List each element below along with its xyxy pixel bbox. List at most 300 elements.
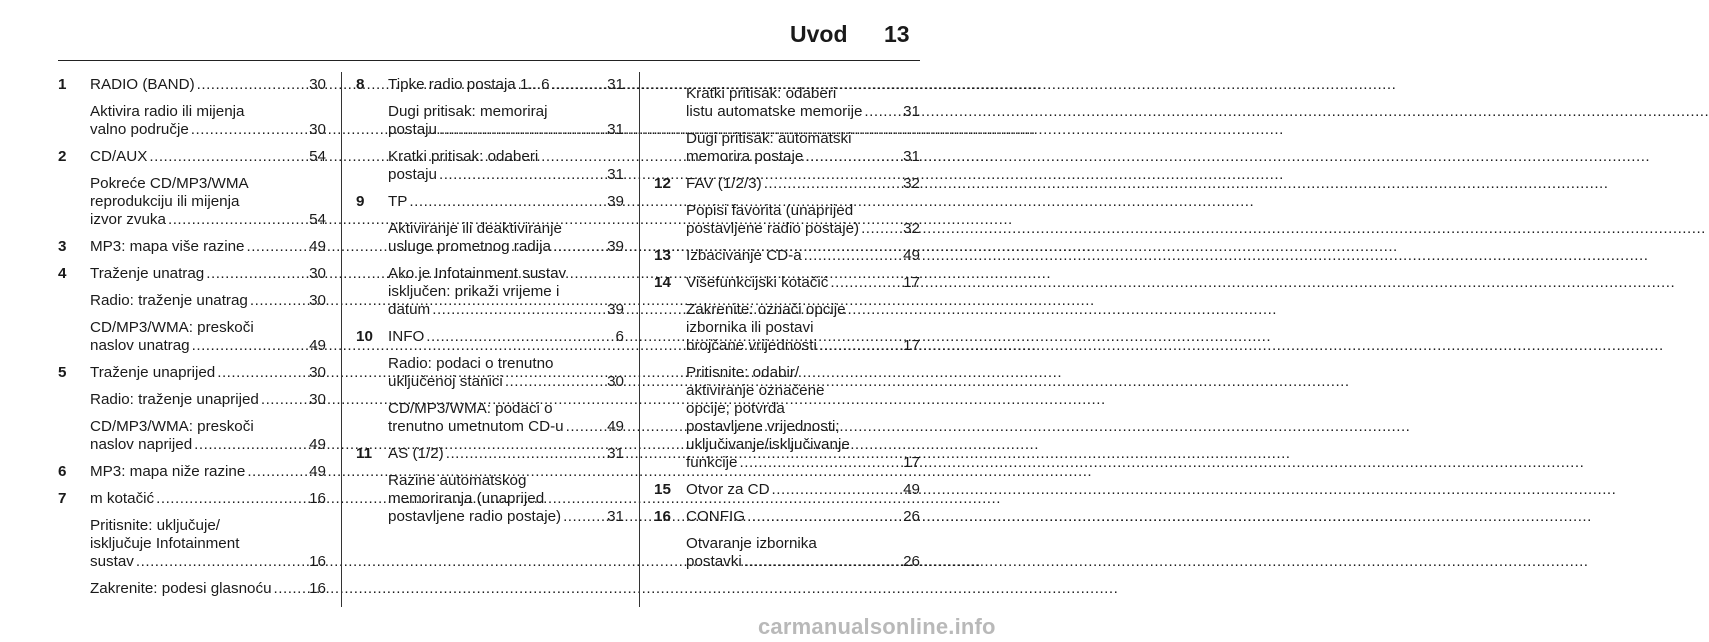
dot-leader [772, 481, 902, 499]
entry-label: Ako je Infotainment sustav [388, 265, 567, 282]
entry-page-ref[interactable]: 49 [607, 418, 624, 435]
entry-label: CD/AUX [90, 148, 148, 165]
index-entry [654, 274, 920, 292]
entry-text [686, 481, 920, 499]
entry-page-ref[interactable]: 31 [607, 166, 624, 183]
entry-page-ref[interactable]: 30 [309, 292, 326, 309]
dot-leader [830, 274, 901, 292]
entry-page-ref[interactable]: 17 [903, 337, 920, 354]
entry-number: 7 [58, 490, 67, 507]
entry-page-ref[interactable]: 49 [309, 436, 326, 453]
entry-line [686, 553, 920, 571]
entry-label: Pritisnite: odabir/ [686, 364, 800, 381]
entry-label: postavljene radio postaje) [686, 220, 860, 237]
entry-text [388, 472, 624, 526]
index-entry [58, 292, 326, 310]
entry-number: 10 [356, 328, 373, 345]
entry-page-ref[interactable]: 31 [607, 445, 624, 462]
entry-line [90, 175, 326, 193]
entry-line [388, 328, 624, 346]
entry-label: Traženje unaprijed [90, 364, 216, 381]
entry-label: sustav [90, 553, 134, 570]
watermark: carmanualsonline.info [758, 614, 996, 639]
entry-text [686, 175, 920, 193]
entry-line [686, 301, 920, 319]
index-entry [356, 76, 624, 94]
column-divider-2 [639, 72, 640, 607]
dot-leader [552, 76, 606, 94]
entry-number: 16 [654, 508, 671, 525]
dot-leader [439, 121, 605, 139]
entry-line [686, 319, 920, 337]
column-2 [356, 76, 624, 526]
entry-label: m kotačić [90, 490, 155, 507]
entry-label: isključen: prikaži vrijeme i [388, 283, 560, 300]
entry-text [90, 580, 326, 598]
entry-label: Kratki pritisak: odaberi [388, 148, 539, 165]
entry-page-ref[interactable]: 26 [903, 508, 920, 525]
index-entry [654, 535, 920, 571]
entry-label: Višefunkcijski kotačić [686, 274, 829, 291]
index-entry [58, 418, 326, 454]
entry-label: izvor zvuka [90, 211, 166, 228]
entry-line [686, 382, 920, 400]
index-entry [58, 490, 326, 508]
dot-leader [261, 391, 307, 409]
entry-line [90, 319, 326, 337]
entry-line [686, 247, 920, 265]
entry-label: MP3: mapa više razine [90, 238, 245, 255]
entry-label: Pritisnite: uključuje/ [90, 517, 220, 534]
entry-number: 15 [654, 481, 671, 498]
entry-page-ref[interactable]: 16 [309, 553, 326, 570]
entry-line [388, 166, 624, 184]
entry-page-ref[interactable]: 30 [309, 265, 326, 282]
entry-text [686, 247, 920, 265]
entry-label: listu automatske memorije [686, 103, 863, 120]
index-entry [654, 175, 920, 193]
entry-label: izbornika ili postavi [686, 319, 814, 336]
entry-label: funkcije [686, 454, 738, 471]
entry-label: AS (1/2) [388, 445, 444, 462]
entry-line [90, 463, 326, 481]
dot-leader [747, 508, 901, 526]
entry-text [90, 265, 326, 283]
column-divider-1 [341, 72, 342, 607]
entry-line [90, 517, 326, 535]
entry-text [686, 508, 920, 526]
entry-page-ref[interactable]: 49 [309, 463, 326, 480]
entry-page-ref[interactable]: 30 [607, 373, 624, 390]
entry-text [388, 328, 624, 346]
index-entry [654, 364, 920, 472]
dot-leader [247, 463, 307, 481]
entry-line [686, 454, 920, 472]
entry-label: reprodukciju ili mijenja [90, 193, 240, 210]
entry-number: 2 [58, 148, 67, 165]
entry-line [686, 220, 920, 238]
entry-line [90, 391, 326, 409]
entry-text [388, 193, 624, 211]
entry-page-ref[interactable]: 30 [309, 364, 326, 381]
index-entry [654, 85, 920, 121]
entry-label: Kratki pritisak: odaberi [686, 85, 837, 102]
entry-line [686, 436, 920, 454]
entry-label: postavljene vrijednosti; [686, 418, 840, 435]
entry-line [686, 175, 920, 193]
entry-text [388, 76, 624, 94]
entry-text [388, 355, 624, 391]
entry-label: RADIO (BAND) [90, 76, 195, 93]
column-1 [58, 76, 326, 598]
entry-line [388, 121, 624, 139]
dot-leader [764, 175, 901, 193]
entry-label: postaju [388, 166, 437, 183]
entry-label: isključuje Infotainment [90, 535, 240, 552]
entry-number: 5 [58, 364, 67, 381]
dot-leader [861, 220, 901, 238]
entry-label: aktiviranje označene [686, 382, 825, 399]
entry-label: Aktiviranje ili deaktiviranje [388, 220, 562, 237]
entry-text [686, 301, 920, 355]
entry-line [686, 202, 920, 220]
entry-line [90, 436, 326, 454]
entry-text [90, 364, 326, 382]
dot-leader [197, 76, 307, 94]
entry-text [388, 103, 624, 139]
entry-line [686, 274, 920, 292]
entry-page-ref[interactable]: 31 [607, 508, 624, 525]
index-entry [58, 580, 326, 598]
column-3 [654, 76, 920, 571]
dot-leader [804, 247, 901, 265]
entry-line [90, 337, 326, 355]
entry-number: 1 [58, 76, 67, 93]
entry-text [388, 265, 624, 319]
entry-label: naslov naprijed [90, 436, 193, 453]
index-entry [58, 265, 326, 283]
entry-line [90, 76, 326, 94]
entry-label: TP [388, 193, 408, 210]
dot-leader [432, 301, 605, 319]
entry-text [686, 274, 920, 292]
entry-line [686, 481, 920, 499]
entry-line [90, 121, 326, 139]
entry-number: 6 [58, 463, 67, 480]
entry-page-ref[interactable]: 31 [607, 121, 624, 138]
entry-line [90, 292, 326, 310]
entry-line [388, 238, 624, 256]
entry-number: 11 [356, 445, 373, 462]
dot-leader [426, 328, 613, 346]
index-entry [356, 103, 624, 139]
entry-page-ref[interactable]: 30 [309, 121, 326, 138]
entry-label: FAV (1/2/3) [686, 175, 762, 192]
entry-line [90, 265, 326, 283]
entry-line [90, 148, 326, 166]
entry-text [90, 76, 326, 94]
entry-text [388, 445, 624, 463]
index-entry [356, 220, 624, 256]
entry-line [388, 148, 624, 166]
entry-label: Traženje unatrag [90, 265, 205, 282]
entry-label: Izbacivanje CD-a [686, 247, 802, 264]
entry-label: postavki [686, 553, 742, 570]
header-rule [58, 60, 920, 61]
entry-line [388, 193, 624, 211]
index-entry [356, 148, 624, 184]
entry-page-ref[interactable]: 26 [903, 553, 920, 570]
index-entry [58, 319, 326, 355]
entry-page-ref[interactable]: 6 [615, 328, 624, 345]
entry-line [90, 535, 326, 553]
entry-label: postavljene radio postaje) [388, 508, 562, 525]
entry-label: usluge prometnog radija [388, 238, 551, 255]
entry-line [686, 85, 920, 103]
entry-label: memoriranja (unaprijed [388, 490, 545, 507]
entry-text [90, 391, 326, 409]
dot-leader [194, 436, 307, 454]
entry-text [686, 364, 920, 472]
index-entry [356, 355, 624, 391]
index-entry [58, 238, 326, 256]
index-entry [356, 328, 624, 346]
entry-line [388, 400, 624, 418]
entry-text [388, 400, 624, 436]
index-entry [58, 148, 326, 166]
index-entry [356, 445, 624, 463]
entry-line [388, 103, 624, 121]
entry-page-ref[interactable]: 30 [309, 391, 326, 408]
entry-label: CD/MP3/WMA: podaci o [388, 400, 553, 417]
entry-label: Pokreće CD/MP3/WMA [90, 175, 249, 192]
entry-page-ref[interactable]: 31 [903, 103, 920, 120]
entry-text [686, 85, 920, 121]
entry-text [90, 418, 326, 454]
entry-label: uključenoj stanici [388, 373, 503, 390]
entry-label: naslov unatrag [90, 337, 190, 354]
dot-leader [439, 166, 605, 184]
entry-text [90, 103, 326, 139]
index-entry [356, 265, 624, 319]
entry-label: CONFIG [686, 508, 746, 525]
entry-line [686, 400, 920, 418]
entry-text [90, 463, 326, 481]
entry-label: Zakrenite: podesi glasnoću [90, 580, 272, 597]
index-entry [654, 301, 920, 355]
entry-page-ref[interactable]: 17 [903, 274, 920, 291]
entry-line [90, 418, 326, 436]
index-entry [58, 463, 326, 481]
entry-line [90, 364, 326, 382]
entry-page-ref[interactable]: 49 [903, 247, 920, 264]
dot-leader [246, 238, 307, 256]
entry-text [90, 238, 326, 256]
entry-label: Otvaranje izbornika [686, 535, 817, 552]
entry-label: Radio: podaci o trenutno [388, 355, 554, 372]
entry-line [686, 337, 920, 355]
entry-number: 12 [654, 175, 671, 192]
entry-line [686, 148, 920, 166]
entry-page-ref[interactable]: 17 [903, 454, 920, 471]
dot-leader [446, 445, 605, 463]
entry-label: MP3: mapa niže razine [90, 463, 246, 480]
entry-page-ref[interactable]: 49 [903, 481, 920, 498]
entry-label: brojčane vrijednosti [686, 337, 817, 354]
dot-leader [192, 337, 307, 355]
entry-line [388, 508, 624, 526]
dot-leader [217, 364, 307, 382]
entry-line [388, 220, 624, 238]
entry-text [90, 517, 326, 571]
entry-line [388, 472, 624, 490]
index-entry [654, 202, 920, 238]
entry-label: CD/MP3/WMA: preskoči [90, 319, 254, 336]
entry-label: valno područje [90, 121, 189, 138]
index-entry [58, 517, 326, 571]
entry-label: Dugi pritisak: automatski [686, 130, 852, 147]
entry-label: Zakrenite: označi opcije [686, 301, 846, 318]
entry-line [90, 103, 326, 121]
section-title: Uvod [790, 21, 848, 47]
entry-text [388, 148, 624, 184]
entry-line [388, 355, 624, 373]
entry-text [90, 490, 326, 508]
index-entry [356, 472, 624, 526]
entry-page-ref[interactable]: 16 [309, 580, 326, 597]
entry-text [90, 175, 326, 229]
entry-page-ref[interactable]: 16 [309, 490, 326, 507]
entry-text [686, 535, 920, 571]
entry-line [90, 211, 326, 229]
dot-leader [206, 265, 307, 283]
entry-page-ref[interactable]: 39 [607, 301, 624, 318]
dot-leader [864, 103, 901, 121]
dot-leader [250, 292, 307, 310]
entry-line [686, 130, 920, 148]
index-entry [58, 103, 326, 139]
entry-number: 3 [58, 238, 67, 255]
dot-leader [136, 553, 307, 571]
dot-leader [566, 418, 606, 436]
entry-label: Radio: traženje unatrag [90, 292, 248, 309]
entry-page-ref[interactable]: 49 [309, 337, 326, 354]
dot-leader [505, 373, 605, 391]
entry-page-ref[interactable]: 30 [309, 76, 326, 93]
index-entry [58, 76, 326, 94]
dot-leader [744, 553, 901, 571]
dot-leader [553, 238, 605, 256]
dot-leader [409, 193, 605, 211]
entry-line [388, 445, 624, 463]
entry-page-ref[interactable]: 54 [309, 211, 326, 228]
dot-leader [149, 148, 307, 166]
entry-label: uključivanje/isključivanje [686, 436, 850, 453]
entry-page-ref[interactable]: 32 [903, 220, 920, 237]
dot-leader [805, 148, 901, 166]
dot-leader [819, 337, 901, 355]
entry-label: datum [388, 301, 431, 318]
entry-label: postaju [388, 121, 437, 138]
entry-text [90, 292, 326, 310]
entry-label: INFO [388, 328, 425, 345]
index-entry [356, 400, 624, 436]
index-entry [356, 193, 624, 211]
entry-label: opcije; potvrda [686, 400, 785, 417]
entry-line [90, 193, 326, 211]
dot-leader [563, 508, 605, 526]
entry-line [388, 301, 624, 319]
page-number: 13 [884, 21, 910, 47]
entry-line [388, 265, 624, 283]
entry-label: Radio: traženje unaprijed [90, 391, 259, 408]
entry-line [388, 76, 624, 94]
entry-line [388, 283, 624, 301]
entry-label: Tipke radio postaja 1...6 [388, 76, 550, 93]
dot-leader [156, 490, 307, 508]
index-entry [58, 175, 326, 229]
entry-number: 8 [356, 76, 365, 93]
entry-page-ref[interactable]: 39 [607, 193, 624, 210]
entry-page-ref[interactable]: 54 [309, 148, 326, 165]
entry-text [90, 148, 326, 166]
dot-leader [191, 121, 307, 139]
index-entry [654, 130, 920, 166]
entry-line [388, 490, 624, 508]
entry-label: Aktivira radio ili mijenja [90, 103, 245, 120]
entry-line [90, 580, 326, 598]
dot-leader [168, 211, 307, 229]
entry-number: 13 [654, 247, 671, 264]
index-entry [654, 247, 920, 265]
entry-number: 9 [356, 193, 365, 210]
entry-page-ref[interactable]: 49 [309, 238, 326, 255]
entry-page-ref[interactable]: 32 [903, 175, 920, 192]
entry-text [686, 130, 920, 166]
entry-line [686, 535, 920, 553]
entry-label: Dugi pritisak: memoriraj [388, 103, 548, 120]
entry-page-ref[interactable]: 31 [607, 76, 624, 93]
entry-page-ref[interactable]: 31 [903, 148, 920, 165]
entry-line [686, 103, 920, 121]
entry-line [388, 418, 624, 436]
entry-line [90, 553, 326, 571]
entry-text [686, 202, 920, 238]
entry-text [388, 220, 624, 256]
entry-line [686, 418, 920, 436]
entry-label: memorira postaje [686, 148, 804, 165]
entry-label: Razine automatskog [388, 472, 527, 489]
entry-page-ref[interactable]: 39 [607, 238, 624, 255]
entry-text [90, 319, 326, 355]
entry-number: 4 [58, 265, 67, 282]
entry-label: Otvor za CD [686, 481, 770, 498]
entry-line [90, 490, 326, 508]
entry-line [90, 238, 326, 256]
dot-leader [740, 454, 902, 472]
entry-line [388, 373, 624, 391]
index-entry [58, 364, 326, 382]
index-entry [58, 391, 326, 409]
entry-label: Popisi favorita (unaprijed [686, 202, 854, 219]
entry-number: 14 [654, 274, 671, 291]
entry-line [686, 508, 920, 526]
entry-label: CD/MP3/WMA: preskoči [90, 418, 254, 435]
entry-label: trenutno umetnutom CD-u [388, 418, 564, 435]
index-entry [654, 481, 920, 499]
entry-line [686, 364, 920, 382]
dot-leader [274, 580, 308, 598]
